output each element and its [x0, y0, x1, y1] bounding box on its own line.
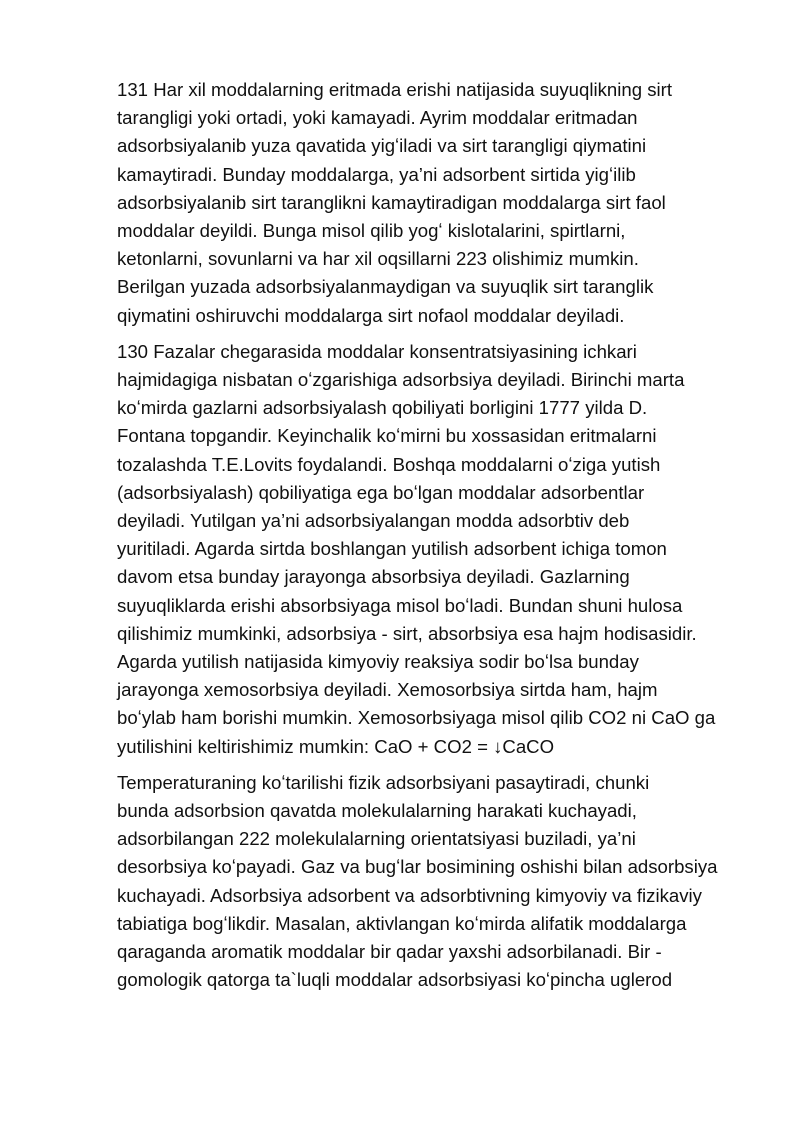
document-body	[117, 76, 757, 1003]
text-line: Berilgan yuzada adsorbsiyalanmaydigan va suyuqlik sirt taranglik	[117, 276, 654, 298]
text-line: desorbsiya koʻpayadi. Gaz va bugʻlar bosimining oshishi bilan adsorbsiya	[117, 856, 718, 878]
text-line: 130 Fazalar chegarasida moddalar konsentratsiyasining ichkari	[117, 340, 637, 362]
text-line: Fontana topgandir. Keyinchalik koʻmirni bu xossasidan eritmalarni	[117, 425, 657, 447]
text-line: 131 Har xil moddalarning eritmada erishi natijasida suyuqlikning sirt	[117, 79, 672, 100]
paragraph-temperature-effect	[117, 769, 757, 995]
text-line: qilishimiz mumkinki, adsorbsiya - sirt, absorbsiya esa hajm hodisasidir.	[117, 622, 697, 644]
text-line: (adsorbsiyalash) qobiliyatiga ega boʻlgan moddalar adsorbentlar	[117, 481, 645, 503]
text-line: gomologik qatorga ta`luqli moddalar adsorbsiyasi koʻpincha uglerod	[117, 969, 673, 991]
paragraph-adsorption-definition	[117, 338, 757, 761]
text-line: deyiladi. Yutilgan ya’ni adsorbsiyalangan modda adsorbtiv deb	[117, 510, 630, 532]
text-line: ketonlarni, sovunlarni va har xil oqsillarni 223 olishimiz mumkin.	[117, 248, 639, 270]
text-line: hajmidagiga nisbatan oʻzgarishiga adsorbsiya deyiladi. Birinchi marta	[117, 369, 685, 391]
text-line: yutilishini keltirishimiz mumkin: CaO + CO2 = ↓CaCO	[117, 735, 555, 757]
text-line: tozalashda T.E.Lovits foydalandi. Boshqa moddalarni oʻziga yutish	[117, 453, 661, 475]
text-line: adsorbilangan 222 molekulalarning orientatsiyasi buziladi, ya’ni	[117, 828, 636, 850]
text-line: davom etsa bunday jarayonga absorbsiya deyiladi. Gazlarning	[117, 566, 630, 588]
text-line: jarayonga xemosorbsiya deyiladi. Xemosorbsiya sirtda ham, hajm	[117, 679, 658, 701]
text-line: Agarda yutilish natijasida kimyoviy reaksiya sodir boʻlsa bunday	[117, 651, 639, 673]
text-line: qaraganda aromatik moddalar bir qadar yaxshi adsorbilanadi. Bir -	[117, 941, 662, 963]
paragraph-surface-tension	[117, 76, 757, 330]
text-line: yuritiladi. Agarda sirtda boshlangan yutilish adsorbent ichiga tomon	[117, 538, 667, 560]
text-line: suyuqliklarda erishi absorbsiyaga misol boʻladi. Bundan shuni hulosa	[117, 594, 683, 616]
text-line: koʻmirda gazlarni adsorbsiyalash qobiliyati borligini 1777 yilda D.	[117, 397, 648, 419]
text-line: moddalar deyildi. Bunga misol qilib yogʻ kislotalarini, spirtlarni,	[117, 220, 626, 242]
text-line: boʻylab ham borishi mumkin. Xemosorbsiyaga misol qilib CO2 ni CaO ga	[117, 707, 716, 729]
text-line: kamaytiradi. Bunday moddalarga, ya’ni adsorbent sirtida yigʻilib	[117, 163, 636, 185]
text-line: qiymatini oshiruvchi moddalarga sirt nofaol moddalar deyiladi.	[117, 304, 625, 326]
text-line: bunda adsorbsion qavatda molekulalarning harakati kuchayadi,	[117, 800, 637, 822]
text-line: adsorbsiyalanib yuza qavatida yigʻiladi va sirt tarangligi qiymatini	[117, 135, 647, 157]
text-line: tarangligi yoki ortadi, yoki kamayadi. Ayrim moddalar eritmadan	[117, 107, 638, 129]
text-line: adsorbsiyalanib sirt taranglikni kamaytiradigan moddalarga sirt faol	[117, 191, 666, 213]
text-line: Temperaturaning koʻtarilishi fizik adsorbsiyani pasaytiradi, chunki	[117, 771, 650, 793]
text-line: kuchayadi. Adsorbsiya adsorbent va adsorbtivning kimyoviy va fizikaviy	[117, 884, 702, 906]
text-line: tabiatiga bogʻlikdir. Masalan, aktivlangan koʻmirda alifatik moddalarga	[117, 912, 687, 934]
